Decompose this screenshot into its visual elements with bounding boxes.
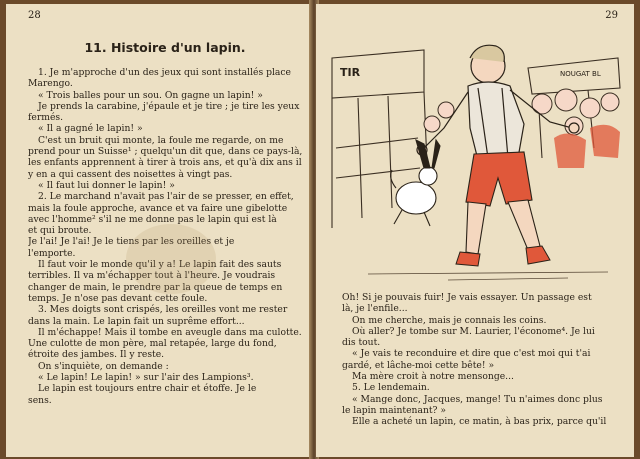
text-line: Il m'échappe! Mais il tombe en aveugle dans ma culotte. (38, 326, 302, 338)
text-line: prend pour un Suisse¹ ; quelqu'un dit que, dans ce pays-là, (28, 146, 302, 158)
text-line: Oh! Si je pouvais fuir! Je vais essayer. Un passage est (342, 292, 592, 303)
boy-with-rabbit-illustration (328, 28, 624, 290)
right-text-body (342, 292, 620, 428)
text-line: « Mange donc, Jacques, mange! Tu n'aimes donc plus (352, 393, 603, 405)
text-line: Ma mère croit à notre mensonge... (352, 371, 514, 383)
text-line: Le lapin est toujours entre chair et étoffe. Je le (38, 383, 257, 395)
text-line: Je prends la carabine, j'épaule et je tire ; je tire les yeux (38, 100, 300, 112)
page-number-right: 29 (605, 10, 618, 21)
text-line: mais la foule approche, avance et va faire une gibelotte (28, 202, 288, 214)
text-line: y en a qui cassent des noisettes à vingt pas. (28, 168, 233, 180)
right-page (316, 4, 634, 457)
text-line: avec l'homme² s'il ne me donne pas le lapin qui est là (28, 213, 277, 225)
text-line: 5. Le lendemain. (352, 382, 430, 394)
sign-nougat: NOUGAT BL (560, 70, 601, 78)
text-line: 2. Le marchand n'avait pas l'air de se presser, en effet, (38, 191, 294, 203)
text-line: fermés. (28, 112, 64, 124)
text-line: Je l'ai! Je l'ai! Je le tiens par les oreilles et je (28, 236, 235, 248)
text-line: terribles. Il va m'échapper tout à l'heure. Je voudrais (28, 270, 276, 282)
text-line: dans la main. Le lapin fait un suprême effort... (28, 315, 245, 327)
text-line: « Il faut lui donner le lapin! » (38, 179, 175, 191)
page-number-left: 28 (28, 10, 41, 21)
text-line: « Il a gagné le lapin! » (38, 123, 143, 135)
text-line: Une culotte de mon père, mal retapée, large du fond, (28, 338, 277, 350)
text-line: « Le lapin! Le lapin! » sur l'air des Lampions³. (38, 372, 254, 384)
text-line: changer de main, le prendre par la queue de temps en (28, 281, 283, 293)
chapter-title: 11. Histoire d'un lapin. (84, 40, 246, 55)
text-line: sens. (28, 394, 52, 406)
text-line: l'emporte. (28, 247, 76, 259)
text-line: temps. Je n'ose pas devant cette foule. (28, 292, 208, 304)
text-line: On me cherche, mais je connais les coins. (352, 314, 547, 326)
text-line: Où aller? Je tombe sur M. Laurier, l'économe⁴. Je lui (352, 325, 595, 337)
left-page (6, 4, 312, 457)
text-line: les enfants apprennent à tirer à trois ans, et qu'à dix ans il (28, 157, 302, 169)
text-line: Marengo. (28, 78, 73, 90)
text-line: « Trois balles pour un sou. On gagne un lapin! » (38, 89, 263, 101)
text-line: Il faut voir le monde qu'il y a! Le lapin fait des sauts (38, 259, 282, 271)
sign-tir: TIR (340, 66, 361, 79)
text-line: C'est un bruit qui monte, la foule me regarde, on me (38, 134, 284, 146)
text-line: gardé, et lâche-moi cette bête! » (342, 359, 495, 371)
text-line: 3. Mes doigts sont crispés, les oreilles vont me rester (38, 304, 288, 316)
text-line: étroite des jambes. Il y reste. (28, 349, 165, 361)
text-line: le lapin maintenant? » (342, 404, 447, 416)
text-line: Elle a acheté un lapin, ce matin, à bas prix, parce qu'il (352, 416, 607, 428)
text-line: là, je l'enfile... (342, 303, 408, 315)
text-line: dis tout. (342, 337, 381, 349)
text-line: et qui broute. (28, 225, 92, 237)
text-line: On s'inquiète, on demande : (38, 360, 169, 372)
text-line: 1. Je m'approche d'un des jeux qui sont installés place (38, 67, 291, 78)
text-line: « Je vais te reconduire et dire que c'est moi qui t'ai (352, 348, 591, 360)
